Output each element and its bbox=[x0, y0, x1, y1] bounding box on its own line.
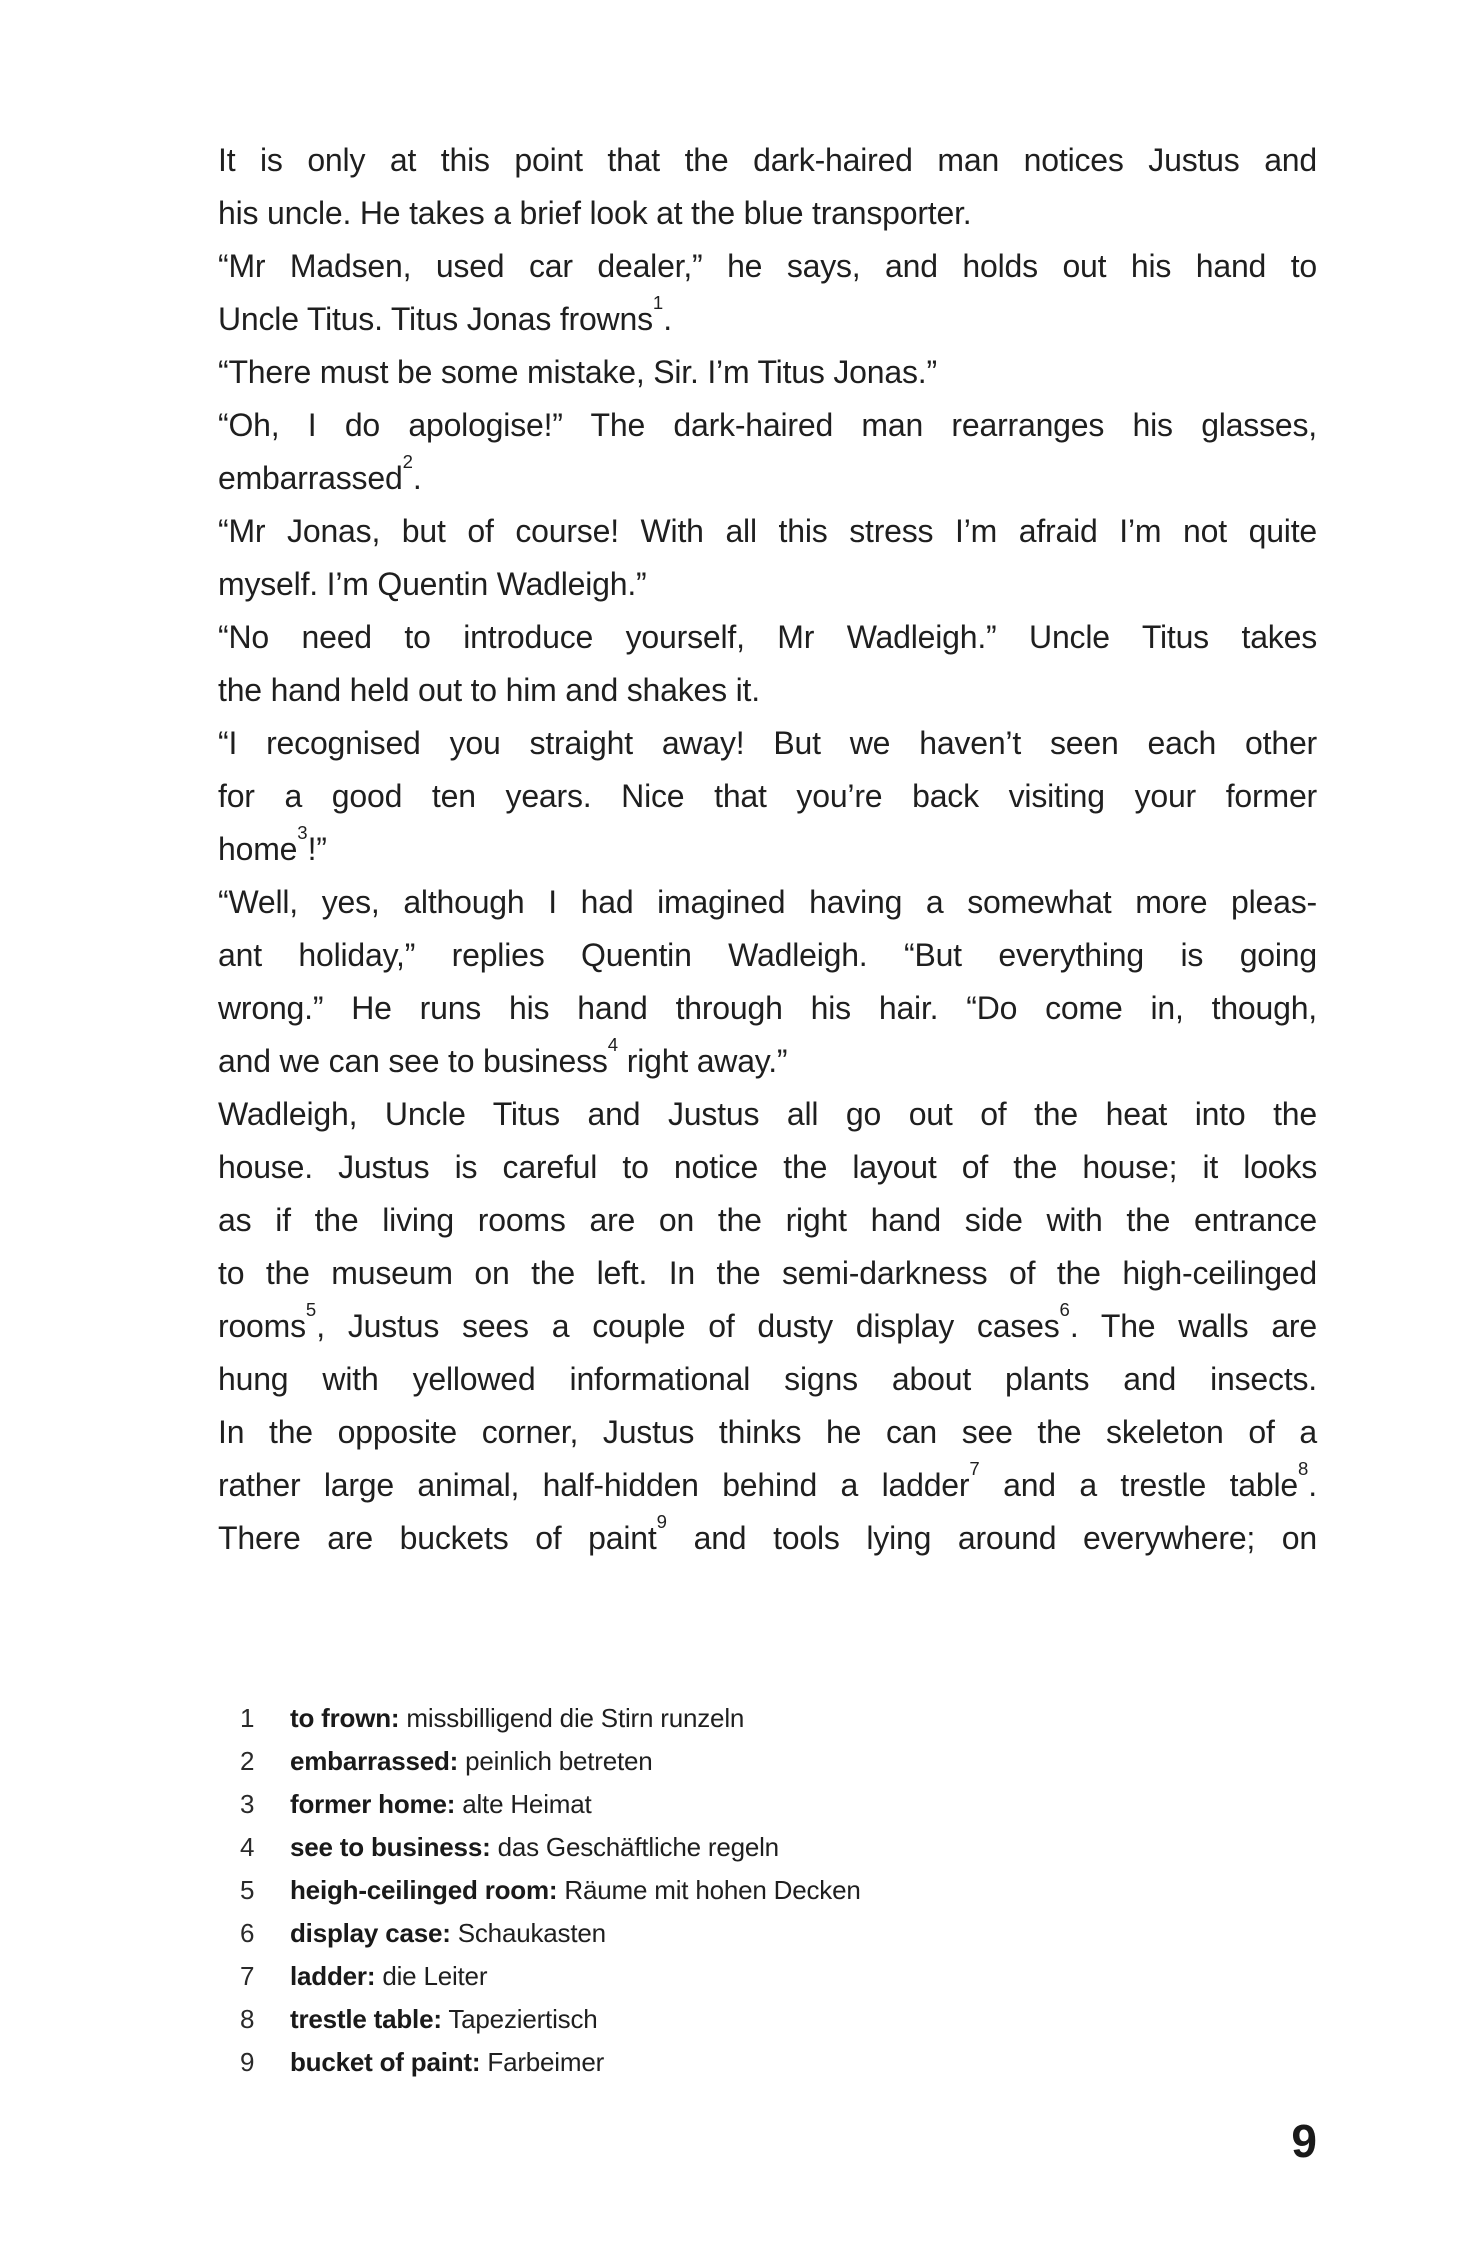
text-line: hung with yellowed informational signs about plants and insects. bbox=[218, 1361, 1317, 1397]
footnote-ref: 9 bbox=[656, 1511, 667, 1533]
text-line: There are buckets of paint$^9$ and tools lying around everywhere; on bbox=[218, 1511, 1317, 1556]
text-line: “Well, yes, although I had imagined having a somewhat more pleas- bbox=[218, 884, 1317, 920]
text-line: the hand held out to him and shakes it. bbox=[218, 672, 760, 708]
footnote-ref: 1 bbox=[652, 292, 664, 314]
text-line: “Oh, I do apologise!” The dark-haired man rearranges his glasses, bbox=[218, 407, 1317, 443]
footnote-definition: Schaukasten bbox=[450, 1918, 606, 1948]
text-line: Wadleigh, Uncle Titus and Justus all go out of the heat into the bbox=[218, 1096, 1317, 1132]
footnote-number: 5 bbox=[240, 1875, 255, 1905]
text-line: to the museum on the left. In the semi-darkness of the high-ceilinged bbox=[218, 1255, 1317, 1291]
footnote bbox=[240, 1869, 1320, 1912]
text-line: rooms$^5$, Justus sees a couple of dusty display cases$^6$. The walls are bbox=[218, 1299, 1317, 1344]
footnote bbox=[240, 1912, 1320, 1955]
text-line: “There must be some mistake, Sir. I’m Titus Jonas.” bbox=[218, 354, 937, 390]
text-line: home$^3$!” bbox=[218, 822, 327, 867]
footnote-term: ladder: bbox=[290, 1961, 376, 1991]
footnote-term: embarrassed: bbox=[290, 1746, 459, 1776]
footnote-term: to frown: bbox=[290, 1703, 400, 1733]
text-line: for a good ten years. Nice that you’re back visiting your former bbox=[218, 778, 1317, 814]
footnote-definition: Farbeimer bbox=[480, 2047, 605, 2077]
footnote-number: 1 bbox=[240, 1703, 255, 1733]
text-line: wrong.” He runs his hand through his hair. “Do come in, though, bbox=[218, 990, 1317, 1026]
footnote-definition: missbilligend die Stirn runzeln bbox=[399, 1703, 745, 1733]
footnote-number: 8 bbox=[240, 2004, 255, 2034]
footnote-term: bucket of paint: bbox=[290, 2047, 481, 2077]
footnote-number: 2 bbox=[240, 1746, 255, 1776]
footnote-ref: 5 bbox=[305, 1299, 317, 1321]
footnote-definition: das Geschäftliche regeln bbox=[490, 1832, 779, 1862]
footnote-term: heigh-ceilinged room: bbox=[290, 1875, 558, 1905]
text-line: as if the living rooms are on the right hand side with the entrance bbox=[218, 1202, 1317, 1238]
story-text bbox=[218, 134, 1317, 1565]
footnote-number: 6 bbox=[240, 1918, 255, 1948]
text-line: Uncle Titus. Titus Jonas frowns$^1$. bbox=[218, 292, 672, 337]
text-line: In the opposite corner, Justus thinks he can see the skeleton of a bbox=[218, 1414, 1317, 1450]
footnote-term: see to business: bbox=[290, 1832, 491, 1862]
footnote-definition: Tapeziertisch bbox=[441, 2004, 598, 2034]
footnote-ref: 7 bbox=[969, 1458, 980, 1480]
footnote-list bbox=[240, 1697, 1320, 2084]
text-line: house. Justus is careful to notice the layout of the house; it looks bbox=[218, 1149, 1317, 1185]
footnote-number: 3 bbox=[240, 1789, 255, 1819]
footnote-definition: peinlich betreten bbox=[458, 1746, 653, 1776]
footnote-ref: 8 bbox=[1297, 1458, 1309, 1480]
footnote-term: display case: bbox=[290, 1918, 451, 1948]
footnote bbox=[240, 1826, 1320, 1869]
footnote bbox=[240, 1740, 1320, 1783]
text-line: his uncle. He takes a brief look at the blue transporter. bbox=[218, 195, 972, 231]
footnote bbox=[240, 1697, 1320, 1740]
footnote-ref: 4 bbox=[607, 1034, 619, 1056]
footnote bbox=[240, 1783, 1320, 1826]
footnote bbox=[240, 2041, 1320, 2084]
text-line: It is only at this point that the dark-haired man notices Justus and bbox=[218, 142, 1317, 178]
text-line: and we can see to business$^4$ right away.” bbox=[218, 1034, 788, 1079]
text-line: “Mr Madsen, used car dealer,” he says, and holds out his hand to bbox=[218, 248, 1317, 284]
footnote-definition: Räume mit hohen Decken bbox=[557, 1875, 861, 1905]
footnote-ref: 6 bbox=[1059, 1299, 1070, 1321]
footnote-definition: alte Heimat bbox=[455, 1789, 592, 1819]
footnote-ref: 3 bbox=[297, 822, 308, 844]
footnote-definition: die Leiter bbox=[375, 1961, 488, 1991]
text-line: myself. I’m Quentin Wadleigh.” bbox=[218, 566, 647, 602]
footnote-term: former home: bbox=[290, 1789, 456, 1819]
text-line: “Mr Jonas, but of course! With all this stress I’m afraid I’m not quite bbox=[218, 513, 1317, 549]
footnote-number: 7 bbox=[240, 1961, 255, 1991]
text-line: “No need to introduce yourself, Mr Wadleigh.” Uncle Titus takes bbox=[218, 619, 1317, 655]
text-line: “I recognised you straight away! But we haven’t seen each other bbox=[218, 725, 1317, 761]
text-line: embarrassed$^2$. bbox=[218, 451, 422, 496]
footnote-ref: 2 bbox=[402, 451, 413, 473]
page-number: 9 bbox=[1291, 2115, 1317, 2167]
footnote bbox=[240, 1998, 1320, 2041]
text-line: ant holiday,” replies Quentin Wadleigh. “But everything is going bbox=[218, 937, 1317, 973]
footnote-term: trestle table: bbox=[290, 2004, 442, 2034]
footnote bbox=[240, 1955, 1320, 1998]
footnote-number: 4 bbox=[240, 1832, 255, 1862]
text-line: rather large animal, half-hidden behind a ladder$^7$ and a trestle table$^8$. bbox=[218, 1458, 1317, 1503]
footnote-number: 9 bbox=[240, 2047, 255, 2077]
